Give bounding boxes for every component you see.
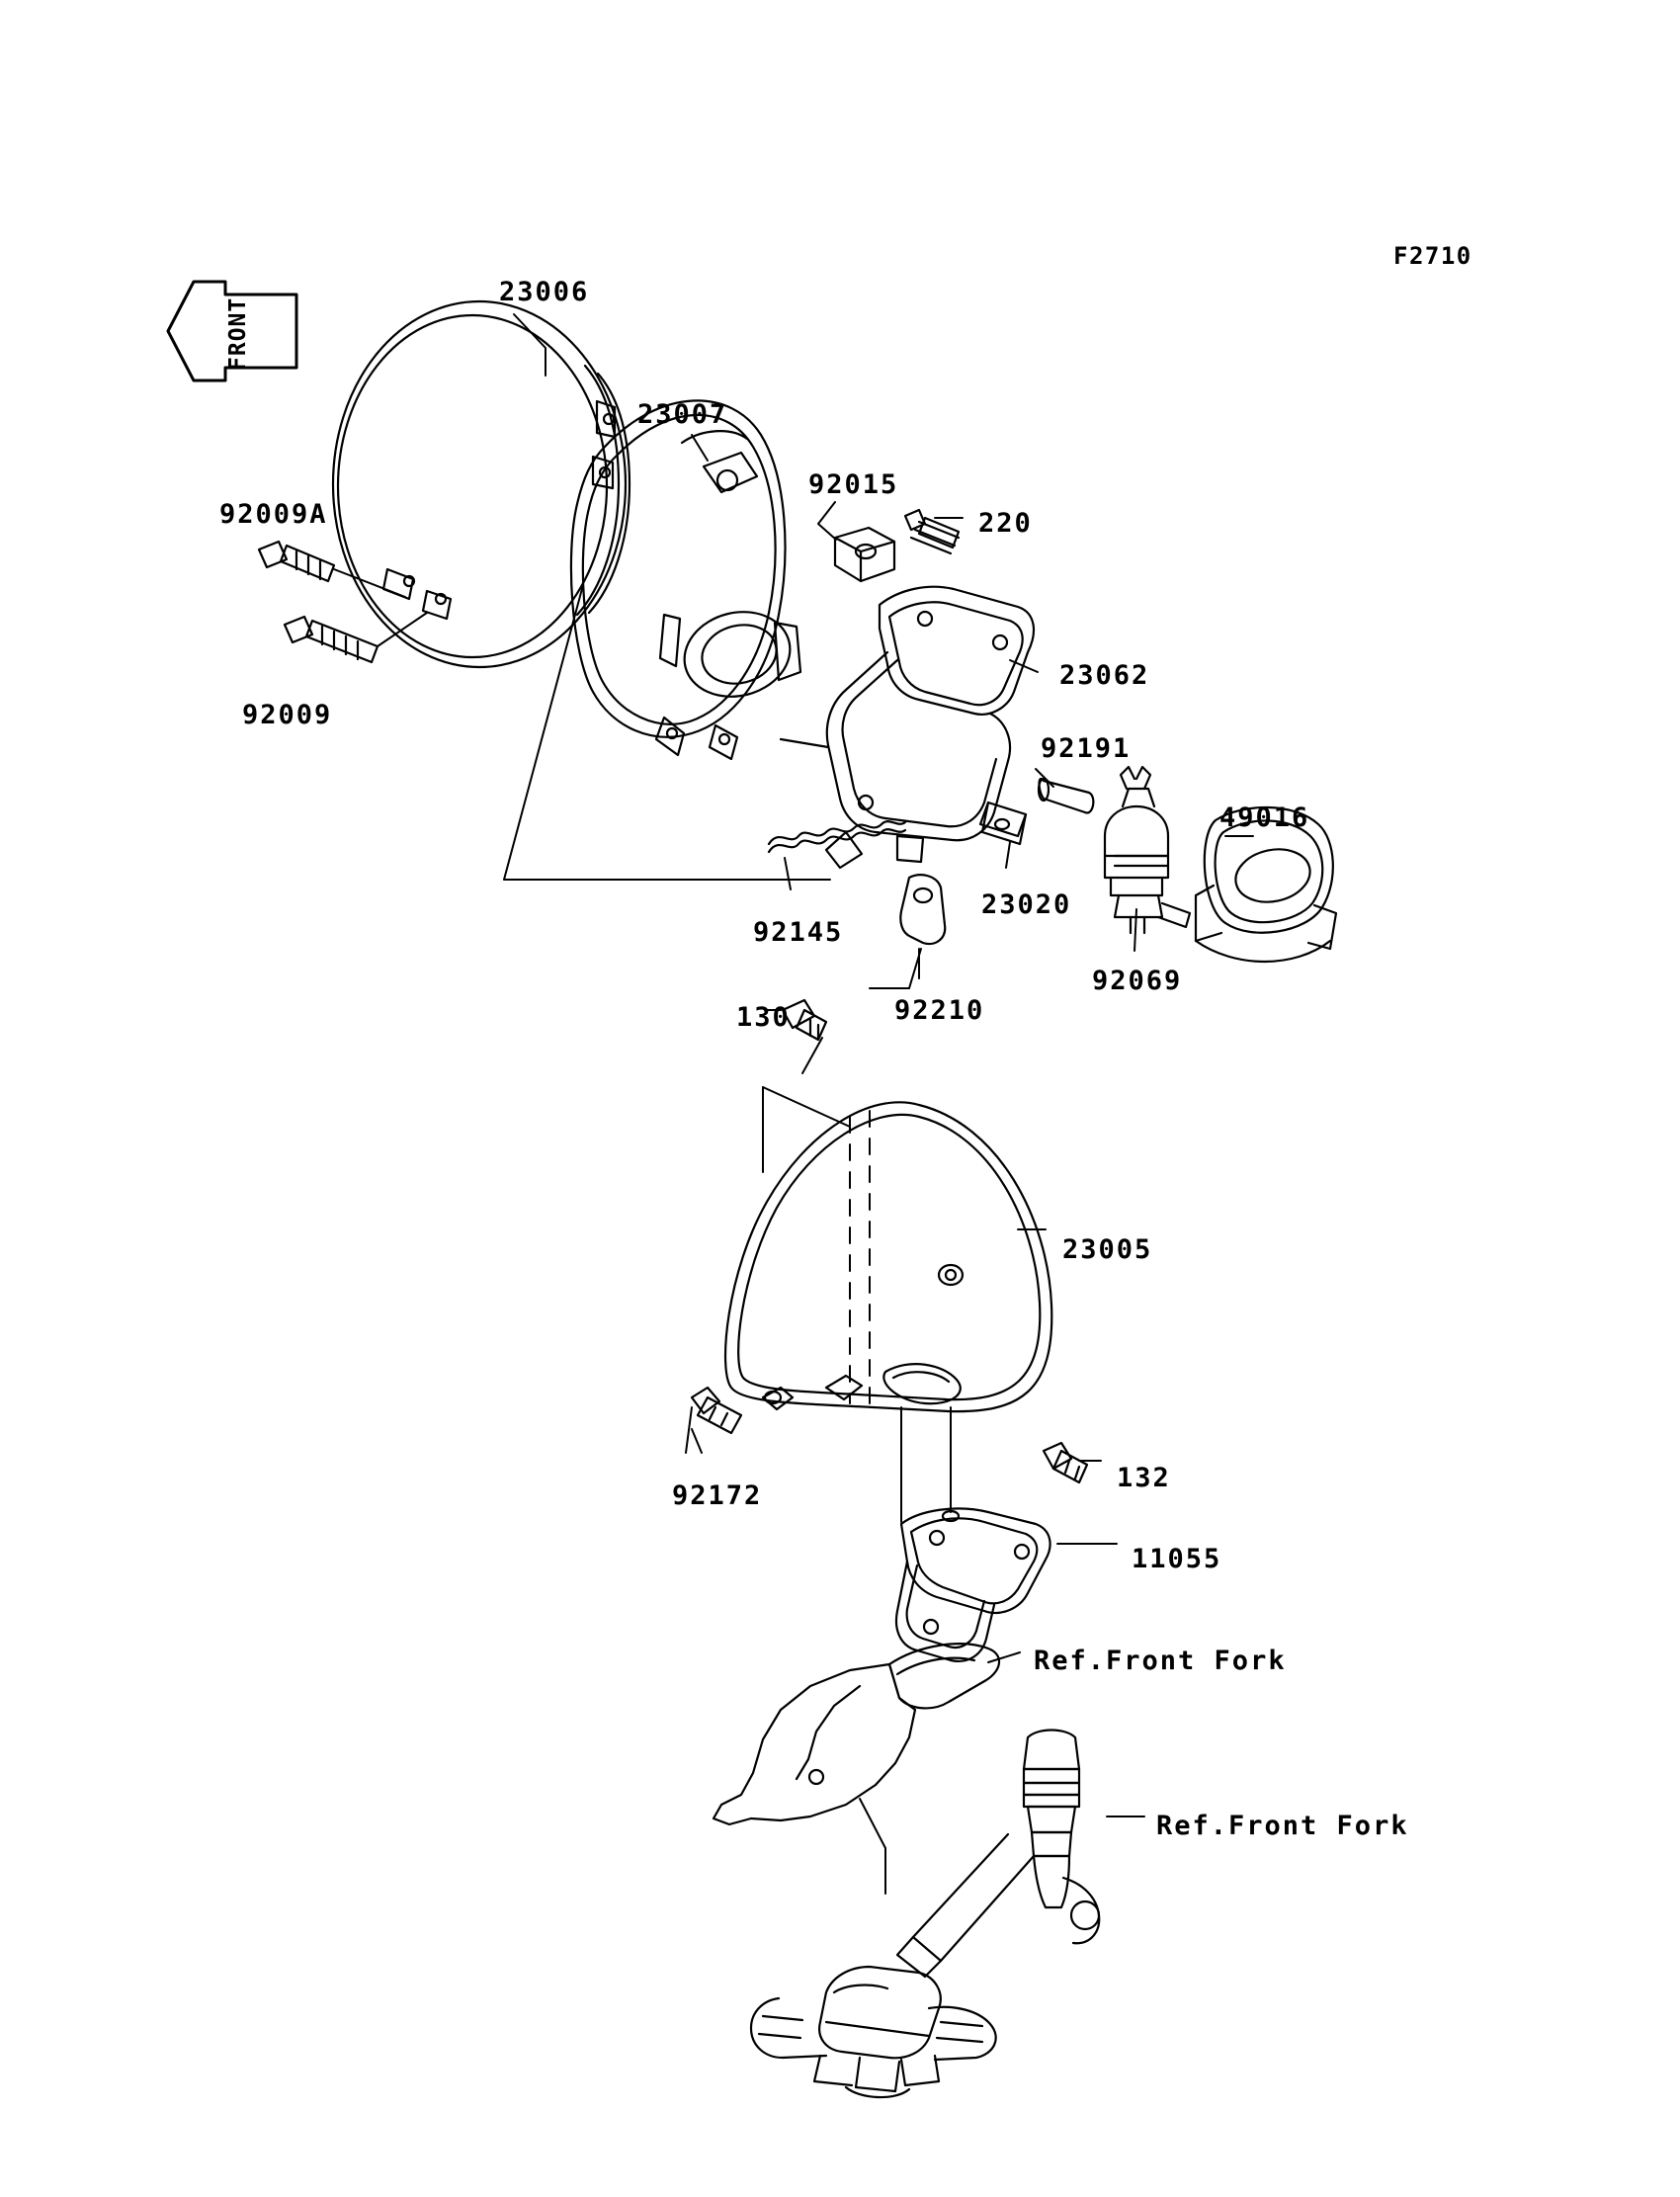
- part-92191-tube: [1039, 779, 1093, 813]
- callout-23020: 23020: [981, 889, 1072, 920]
- callout-ref-front-fork-1: Ref.Front Fork: [1034, 1646, 1287, 1676]
- callout-92172: 92172: [672, 1480, 763, 1511]
- front-arrow-label: FRONT: [225, 296, 251, 371]
- part-23005-housing: [725, 1087, 1051, 1411]
- part-92009a-screw: [259, 542, 405, 597]
- callout-23007: 23007: [637, 399, 728, 430]
- part-92009-screw: [285, 613, 427, 662]
- ref-front-fork-lower: [751, 1731, 1099, 2098]
- part-23007-body: [504, 400, 830, 880]
- callout-23006: 23006: [499, 277, 590, 307]
- part-23020-clip: [980, 803, 1026, 844]
- part-92210-nut: [870, 875, 945, 988]
- callout-49016: 49016: [1219, 803, 1310, 833]
- callout-130: 130: [736, 1002, 791, 1033]
- callout-leaders: [514, 314, 1253, 1817]
- callout-11055: 11055: [1132, 1544, 1222, 1574]
- callout-92009: 92009: [242, 700, 333, 730]
- callout-92145: 92145: [753, 917, 844, 948]
- callout-132: 132: [1117, 1463, 1171, 1493]
- callout-92009a: 92009A: [219, 499, 328, 530]
- sheet-code: F2710: [1393, 242, 1472, 270]
- part-11055-bracket: [896, 1508, 1050, 1660]
- callout-ref-front-fork-2: Ref.Front Fork: [1156, 1811, 1409, 1841]
- part-92145-spring: [769, 821, 905, 852]
- callout-92015: 92015: [808, 469, 899, 500]
- part-92172-bolt: [686, 1388, 741, 1453]
- housing-stems: [901, 1407, 959, 1522]
- callout-92069: 92069: [1092, 966, 1183, 996]
- ref-front-fork-upper: [714, 1644, 999, 1894]
- part-92069-bulb: [1105, 767, 1190, 933]
- callout-23062: 23062: [1059, 660, 1150, 691]
- part-220-screw: [905, 510, 959, 553]
- callout-220: 220: [978, 508, 1033, 539]
- callout-92210: 92210: [894, 995, 985, 1026]
- part-92015-nut: [835, 528, 894, 581]
- callout-92191: 92191: [1041, 733, 1132, 764]
- part-132-bolt: [1044, 1443, 1087, 1482]
- callout-23005: 23005: [1062, 1234, 1153, 1265]
